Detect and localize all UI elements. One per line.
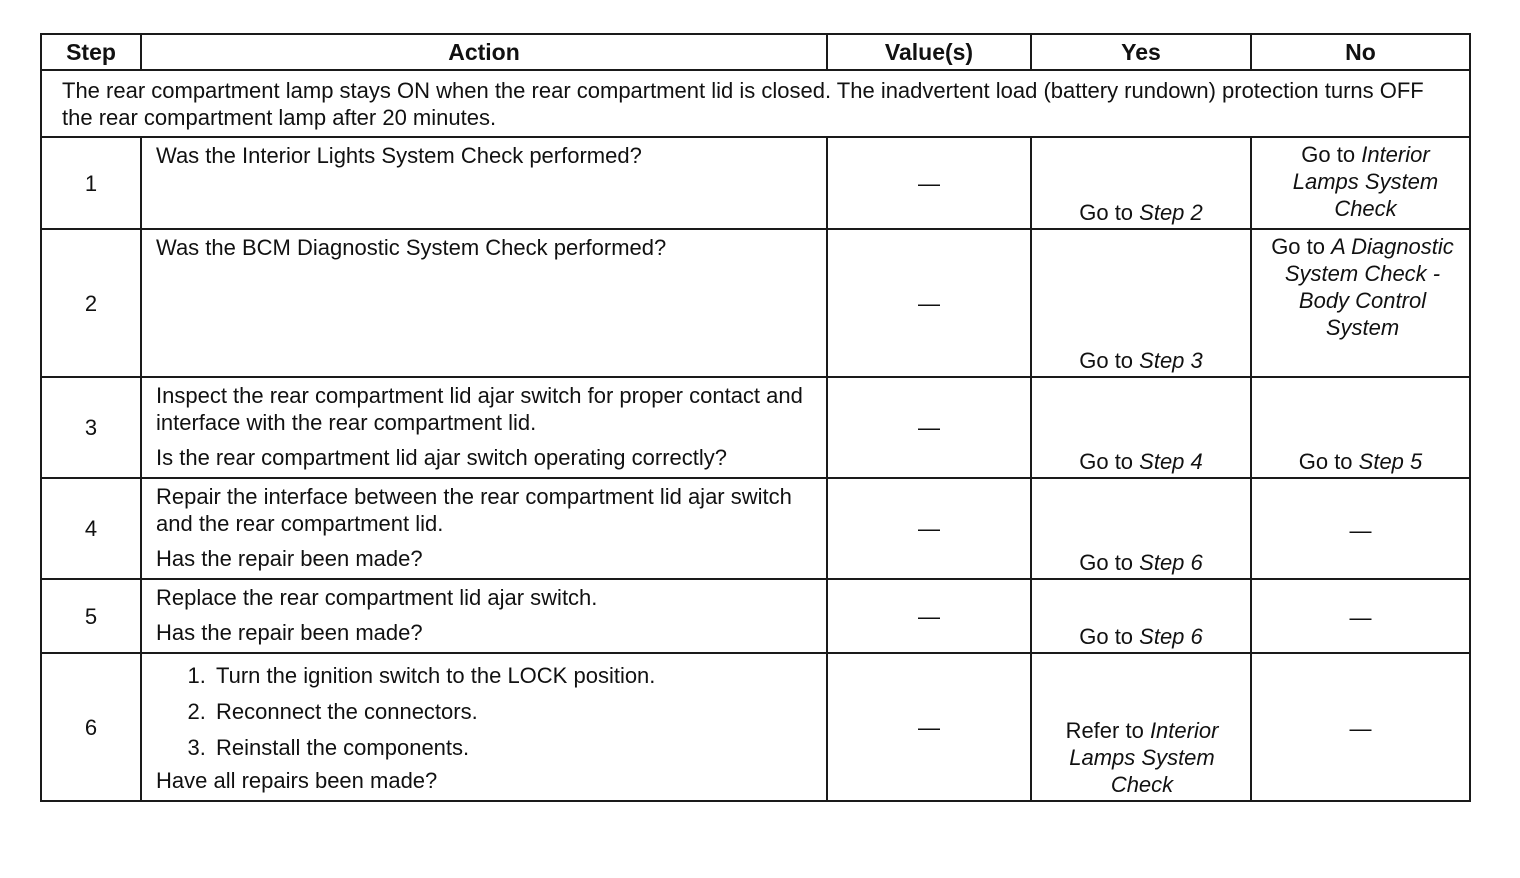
table-row bbox=[41, 579, 1470, 653]
yes-cell bbox=[1031, 137, 1251, 229]
value-cell: — bbox=[827, 579, 1031, 653]
value-cell: — bbox=[827, 653, 1031, 801]
yes-prefix: Go to bbox=[1079, 550, 1140, 575]
step-number: 2 bbox=[41, 229, 141, 377]
no-prefix: Go to bbox=[1298, 449, 1359, 474]
yes-reference: Step 6 bbox=[1139, 550, 1203, 575]
action-text: Was the BCM Diagnostic System Check performed? bbox=[156, 235, 667, 260]
yes-prefix: Go to bbox=[1079, 624, 1140, 649]
action-cell bbox=[141, 229, 827, 377]
header-yes: Yes bbox=[1031, 34, 1251, 70]
value-cell: — bbox=[827, 478, 1031, 579]
table-row bbox=[41, 137, 1470, 229]
no-cell: — bbox=[1251, 478, 1470, 579]
value-cell: — bbox=[827, 137, 1031, 229]
yes-cell bbox=[1031, 478, 1251, 579]
header-no: No bbox=[1251, 34, 1470, 70]
action-cell bbox=[141, 579, 827, 653]
yes-prefix: Refer to bbox=[1065, 718, 1150, 743]
intro-text: The rear compartment lamp stays ON when the rear compartment lid is closed. The inadvertent load (battery rundown) protection turns OFF the rear compartment lamp after 20 minutes. bbox=[41, 70, 1470, 137]
action-cell bbox=[141, 478, 827, 579]
step-number: 1 bbox=[41, 137, 141, 229]
no-reference: Step 5 bbox=[1358, 449, 1423, 474]
value-cell: — bbox=[827, 229, 1031, 377]
header-step: Step bbox=[41, 34, 141, 70]
action-question: Has the repair been made? bbox=[156, 546, 423, 571]
yes-cell bbox=[1031, 229, 1251, 377]
action-question: Is the rear compartment lid ajar switch operating correctly? bbox=[156, 445, 728, 470]
no-reference: A Diagnostic System Check - Body Control System bbox=[1284, 234, 1454, 340]
action-text: Was the Interior Lights System Check performed? bbox=[156, 143, 642, 168]
table-row bbox=[41, 653, 1470, 801]
header-action: Action bbox=[141, 34, 827, 70]
yes-cell bbox=[1031, 377, 1251, 478]
intro-row bbox=[41, 70, 1470, 137]
action-cell bbox=[141, 653, 827, 801]
action-text: Repair the interface between the rear compartment lid ajar switch and the rear compartment lid. bbox=[156, 484, 792, 536]
no-cell bbox=[1251, 229, 1470, 377]
no-cell bbox=[1251, 377, 1470, 478]
yes-reference: Step 3 bbox=[1139, 348, 1203, 373]
no-cell bbox=[1251, 137, 1470, 229]
no-reference: Interior Lamps System Check bbox=[1292, 142, 1439, 221]
table-row bbox=[41, 229, 1470, 377]
step-number: 4 bbox=[41, 478, 141, 579]
table-row bbox=[41, 377, 1470, 478]
yes-prefix: Go to bbox=[1079, 200, 1140, 225]
list-item: 3. Reinstall the components. bbox=[212, 734, 814, 761]
step-number: 3 bbox=[41, 377, 141, 478]
list-item: 2. Reconnect the connectors. bbox=[212, 698, 814, 725]
header-values: Value(s) bbox=[827, 34, 1031, 70]
value-cell: — bbox=[827, 377, 1031, 478]
yes-prefix: Go to bbox=[1079, 449, 1140, 474]
no-prefix: Go to bbox=[1301, 142, 1362, 167]
yes-reference: Step 4 bbox=[1139, 449, 1203, 474]
yes-cell bbox=[1031, 579, 1251, 653]
action-cell bbox=[141, 137, 827, 229]
action-question: Has the repair been made? bbox=[156, 620, 423, 645]
table-row bbox=[41, 478, 1470, 579]
action-question: Have all repairs been made? bbox=[156, 768, 438, 793]
action-text: Inspect the rear compartment lid ajar switch for proper contact and interface with the rear compartment lid. bbox=[156, 383, 803, 435]
step-number: 5 bbox=[41, 579, 141, 653]
yes-reference: Interior Lamps System Check bbox=[1069, 718, 1219, 797]
yes-prefix: Go to bbox=[1079, 348, 1140, 373]
action-cell bbox=[141, 377, 827, 478]
action-text: Replace the rear compartment lid ajar switch. bbox=[156, 585, 598, 610]
diagnostic-table bbox=[40, 33, 1471, 802]
header-row bbox=[41, 34, 1470, 70]
yes-cell bbox=[1031, 653, 1251, 801]
list-item: 1. Turn the ignition switch to the LOCK position. bbox=[212, 662, 814, 689]
no-cell: — bbox=[1251, 653, 1470, 801]
yes-reference: Step 6 bbox=[1139, 624, 1203, 649]
no-prefix: Go to bbox=[1271, 234, 1332, 259]
procedure-list bbox=[156, 662, 814, 761]
step-number: 6 bbox=[41, 653, 141, 801]
no-cell: — bbox=[1251, 579, 1470, 653]
yes-reference: Step 2 bbox=[1139, 200, 1203, 225]
